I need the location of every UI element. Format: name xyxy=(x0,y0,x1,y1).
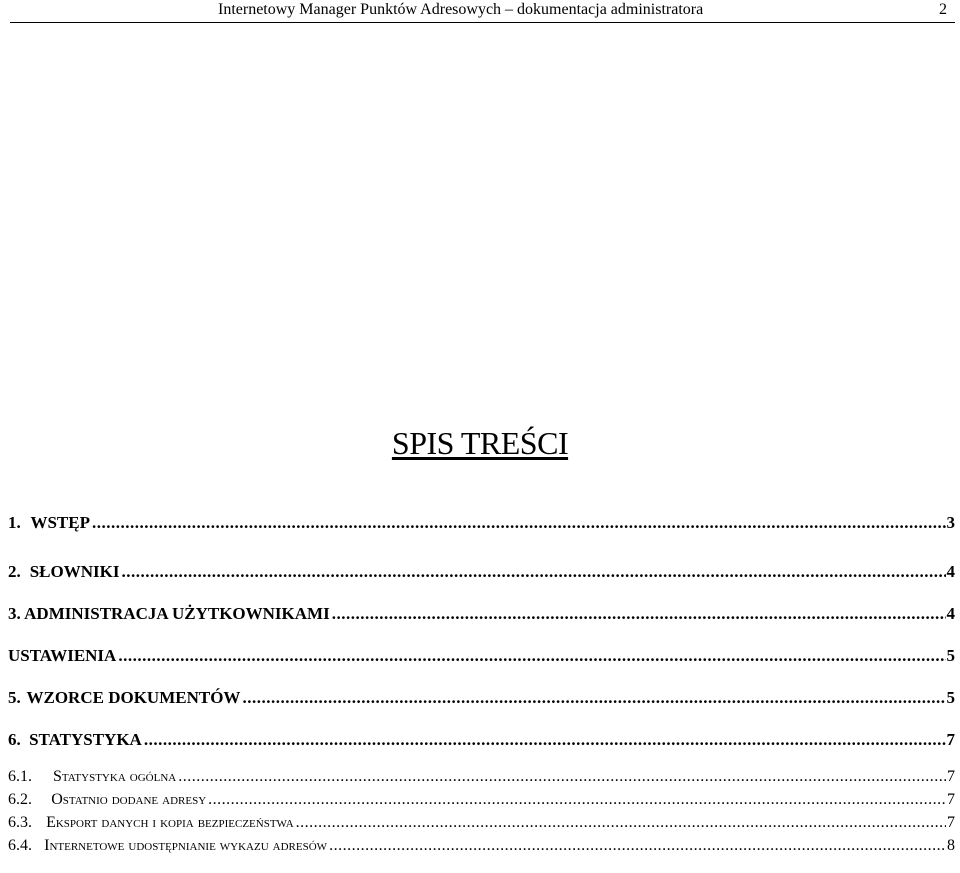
toc-entry-statystyka[interactable] xyxy=(8,730,955,750)
dot-leader xyxy=(121,562,945,582)
toc-entry-page: 7 xyxy=(947,814,955,831)
toc-entry-page: 7 xyxy=(947,791,955,808)
toc-entry-page: 4 xyxy=(946,562,955,581)
toc-entry-number: 6.3. xyxy=(8,814,32,831)
toc-entry-number: 6.2. xyxy=(8,791,32,808)
toc-entry-page: 4 xyxy=(946,604,955,623)
page-header xyxy=(10,0,955,23)
toc-title: SPIS TREŚCI xyxy=(391,425,569,461)
toc-entry-label: Ostatnio dodane adresy xyxy=(51,791,207,808)
toc-entry-label: WSTĘP xyxy=(30,513,90,532)
toc-entry-number: 6.1. xyxy=(8,768,32,785)
toc-entry-number: 2. xyxy=(8,562,21,581)
toc-entry-page: 5 xyxy=(946,646,955,665)
toc-entry-number: 3. xyxy=(8,604,21,623)
toc-entry-ostatnio-dodane[interactable] xyxy=(8,791,955,809)
dot-leader xyxy=(296,814,946,832)
dot-leader xyxy=(178,768,946,786)
dot-leader xyxy=(144,730,946,750)
toc-entry-wzorce[interactable] xyxy=(8,688,955,708)
toc-entry-label: Internetowe udostępnianie wykazu adresów xyxy=(44,837,328,854)
toc-entry-page: 8 xyxy=(947,837,955,854)
toc-entry-statystyka-ogolna[interactable] xyxy=(8,768,955,786)
toc-entry-label: WZORCE DOKUMENTÓW xyxy=(26,688,241,707)
toc-entry-wstep[interactable] xyxy=(8,513,955,533)
toc-entry-udostepnianie[interactable] xyxy=(8,837,955,855)
toc-entry-number: 5. xyxy=(8,688,21,707)
toc-entry-page: 3 xyxy=(946,513,955,532)
dot-leader xyxy=(118,646,945,666)
dot-leader xyxy=(242,688,945,708)
toc-entry-number: 6.4. xyxy=(8,837,32,854)
toc-entry-label: ADMINISTRACJA UŻYTKOWNIKAMI xyxy=(24,604,330,623)
toc-entry-number: 1. xyxy=(8,513,21,532)
toc-entry-ustawienia[interactable] xyxy=(8,646,955,666)
toc-entry-slowniki[interactable] xyxy=(8,562,955,582)
toc-entry-number: 6. xyxy=(8,730,21,749)
toc-entry-label: STATYSTYKA xyxy=(29,730,142,749)
toc-entry-label: USTAWIENIA xyxy=(8,646,117,665)
toc-entry-label: Eksport danych i kopia bezpieczeństwa xyxy=(46,814,294,831)
toc-entry-label: SŁOWNIKI xyxy=(29,562,120,581)
header-title: Internetowy Manager Punktów Adresowych – dokumentacja administratora xyxy=(218,1,704,18)
dot-leader xyxy=(92,513,946,533)
dot-leader xyxy=(329,837,946,855)
toc-entry-eksport[interactable] xyxy=(8,814,955,832)
dot-leader xyxy=(332,604,946,624)
toc-entry-administracja[interactable] xyxy=(8,604,955,624)
dot-leader xyxy=(208,791,946,809)
page-number: 2 xyxy=(939,1,947,18)
toc-entry-label: Statystyka ogólna xyxy=(52,768,177,785)
toc-entry-page: 7 xyxy=(946,730,955,749)
toc-entry-page: 7 xyxy=(947,768,955,785)
toc-entry-page: 5 xyxy=(946,688,955,707)
